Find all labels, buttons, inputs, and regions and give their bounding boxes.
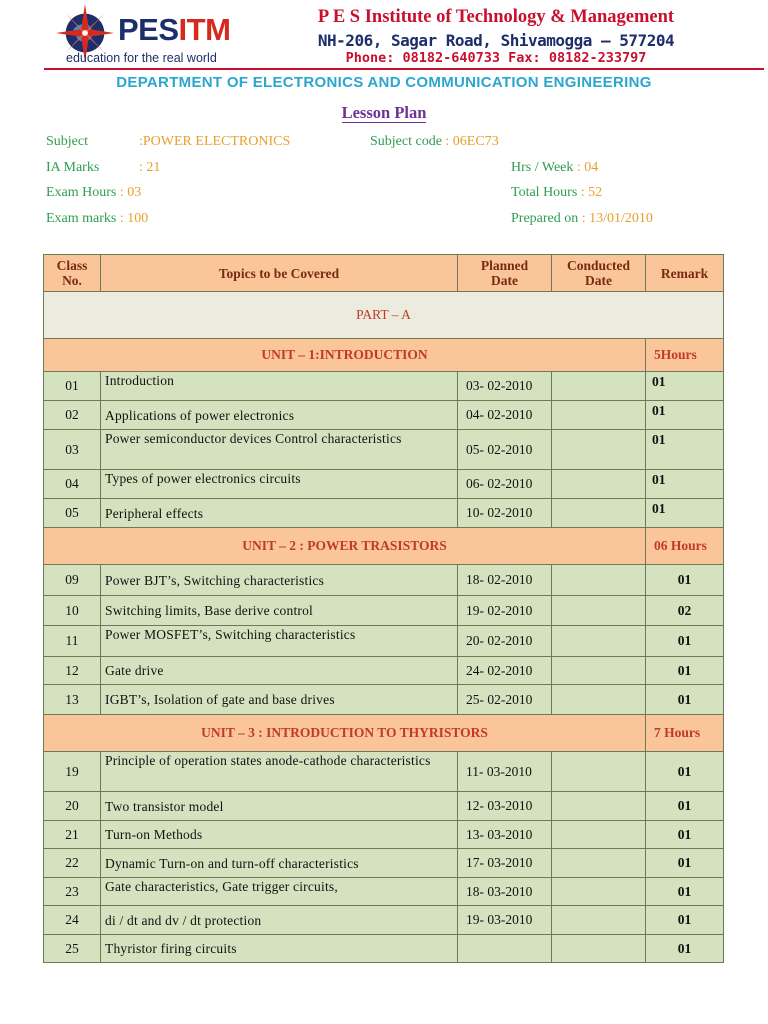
meta-prepared-on (511, 211, 653, 227)
header-planned-line1: Planned (480, 258, 529, 273)
topic-cell: Gate drive (101, 657, 458, 685)
topic-cell: Peripheral effects (101, 499, 458, 528)
conducted-date-cell (552, 752, 646, 792)
planned-date-cell: 20- 02-2010 (458, 626, 552, 657)
meta-ia (46, 160, 99, 176)
table-header-row (44, 255, 724, 292)
table-row (44, 657, 724, 685)
conducted-date-cell (552, 626, 646, 657)
topic-cell: IGBT’s, Isolation of gate and base drives (101, 685, 458, 715)
remark-cell: 02 (646, 596, 724, 626)
planned-date-cell: 05- 02-2010 (458, 430, 552, 470)
conducted-date-cell (552, 821, 646, 849)
unit-hours: 06 Hours (646, 528, 724, 565)
institute-name: P E S Institute of Technology & Management (317, 7, 675, 27)
planned-date-cell: 04- 02-2010 (458, 401, 552, 430)
conducted-date-cell (552, 878, 646, 906)
planned-date-cell: 10- 02-2010 (458, 499, 552, 528)
class-no-cell: 03 (44, 430, 101, 470)
conducted-date-cell (552, 470, 646, 499)
class-no-cell: 09 (44, 565, 101, 596)
class-no-cell: 24 (44, 906, 101, 935)
logo-wordmark (118, 14, 230, 46)
remark-cell: 01 (646, 657, 724, 685)
part-title: PART – A (44, 292, 724, 339)
logo-tagline: education for the real world (66, 51, 217, 65)
header-planned-line2: Date (491, 273, 518, 288)
meta-code (370, 134, 499, 150)
institute-logo (52, 4, 252, 66)
class-no-cell: 02 (44, 401, 101, 430)
topic-cell: Power semiconductor devices Control characteristics (101, 430, 458, 470)
conducted-date-cell (552, 906, 646, 935)
conducted-date-cell (552, 401, 646, 430)
class-no-cell: 04 (44, 470, 101, 499)
remark-cell: 01 (646, 792, 724, 821)
topic-cell: Types of power electronics circuits (101, 470, 458, 499)
meta-subject-value: :POWER ELECTRONICS (139, 134, 291, 149)
remark-cell: 01 (646, 935, 724, 963)
table-row (44, 685, 724, 715)
header-conducted-line1: Conducted (566, 258, 630, 273)
topic-cell: Applications of power electronics (101, 401, 458, 430)
class-no-cell: 25 (44, 935, 101, 963)
table-row (44, 626, 724, 657)
unit-title: UNIT – 1:INTRODUCTION (44, 339, 646, 372)
planned-date-cell: 18- 03-2010 (458, 878, 552, 906)
table-row (44, 752, 724, 792)
remark-cell: 01 (646, 906, 724, 935)
planned-date-cell: 25- 02-2010 (458, 685, 552, 715)
remark-cell: 01 (646, 372, 724, 401)
remark-cell: 01 (646, 470, 724, 499)
unit-row (44, 528, 724, 565)
topic-cell: Two transistor model (101, 792, 458, 821)
meta-hrs-week (511, 160, 598, 176)
planned-date-cell: 06- 02-2010 (458, 470, 552, 499)
header-conducted-date (552, 255, 646, 292)
unit-row (44, 339, 724, 372)
topic-cell: Gate characteristics, Gate trigger circuits, (101, 878, 458, 906)
logo-text-itm: ITM (178, 12, 231, 47)
meta-ia-label: IA Marks (46, 160, 100, 175)
topic-cell: Turn-on Methods (101, 821, 458, 849)
unit-hours: 5Hours (646, 339, 724, 372)
unit-title: UNIT – 2 : POWER TRASISTORS (44, 528, 646, 565)
planned-date-cell: 12- 03-2010 (458, 792, 552, 821)
meta-exam-marks-value: : 100 (119, 211, 149, 226)
logo-text-pes: PES (118, 12, 179, 47)
remark-cell: 01 (646, 430, 724, 470)
institute-address: NH-206, Sagar Road, Shivamogga – 577204 (317, 31, 675, 50)
table-row (44, 935, 724, 963)
header-class-no-line1: Class (56, 258, 88, 273)
table-row (44, 792, 724, 821)
remark-cell: 01 (646, 878, 724, 906)
planned-date-cell (458, 935, 552, 963)
meta-ia-value: : 21 (139, 160, 161, 175)
meta-total-hours (511, 185, 602, 201)
remark-cell: 01 (646, 565, 724, 596)
header-topics: Topics to be Covered (101, 255, 458, 292)
conducted-date-cell (552, 792, 646, 821)
class-no-cell: 21 (44, 821, 101, 849)
table-row (44, 821, 724, 849)
table-row (44, 565, 724, 596)
table-row (44, 878, 724, 906)
class-no-cell: 10 (44, 596, 101, 626)
remark-cell: 01 (646, 499, 724, 528)
meta-code-value: : 06EC73 (445, 134, 499, 149)
planned-date-cell: 19- 02-2010 (458, 596, 552, 626)
unit-row (44, 715, 724, 752)
meta-total-hours-value: : 52 (580, 185, 603, 200)
meta-exam-marks-label: Exam marks (46, 211, 117, 226)
planned-date-cell: 17- 03-2010 (458, 849, 552, 878)
meta-hrs-value: : 04 (576, 160, 599, 175)
remark-cell: 01 (646, 626, 724, 657)
remark-cell: 01 (646, 685, 724, 715)
meta-subject-value-wrap (139, 134, 290, 150)
planned-date-cell: 19- 03-2010 (458, 906, 552, 935)
table-row (44, 470, 724, 499)
table-row (44, 596, 724, 626)
meta-exam-marks (46, 211, 148, 227)
topic-cell: Power BJT’s, Switching characteristics (101, 565, 458, 596)
conducted-date-cell (552, 430, 646, 470)
header-conducted-line2: Date (585, 273, 612, 288)
topic-cell: Introduction (101, 372, 458, 401)
class-no-cell: 11 (44, 626, 101, 657)
meta-hrs-label: Hrs / Week (511, 160, 574, 175)
meta-subject (46, 134, 88, 150)
topic-cell: Principle of operation states anode-cathode characteristics (101, 752, 458, 792)
meta-ia-value-wrap (139, 160, 160, 176)
document-title-text: Lesson Plan (341, 103, 427, 122)
header-divider (44, 68, 764, 70)
class-no-cell: 23 (44, 878, 101, 906)
header-planned-date (458, 255, 552, 292)
topic-cell: di / dt and dv / dt protection (101, 906, 458, 935)
header-class-no (44, 255, 101, 292)
unit-hours: 7 Hours (646, 715, 724, 752)
class-no-cell: 13 (44, 685, 101, 715)
part-row (44, 292, 724, 339)
table-row (44, 430, 724, 470)
meta-subject-label: Subject (46, 134, 88, 149)
remark-cell: 01 (646, 849, 724, 878)
meta-prepared-value: : 13/01/2010 (581, 211, 653, 226)
meta-exam-hours-value: : 03 (119, 185, 142, 200)
class-no-cell: 01 (44, 372, 101, 401)
topic-cell: Dynamic Turn-on and turn-off characteristics (101, 849, 458, 878)
planned-date-cell: 11- 03-2010 (458, 752, 552, 792)
meta-total-hours-label: Total Hours (511, 185, 578, 200)
table-row (44, 849, 724, 878)
conducted-date-cell (552, 849, 646, 878)
table-row (44, 906, 724, 935)
conducted-date-cell (552, 499, 646, 528)
topic-cell: Switching limits, Base derive control (101, 596, 458, 626)
class-no-cell: 19 (44, 752, 101, 792)
conducted-date-cell (552, 685, 646, 715)
header-remark: Remark (646, 255, 724, 292)
planned-date-cell: 13- 03-2010 (458, 821, 552, 849)
lesson-plan-table (43, 254, 724, 963)
meta-exam-hours (46, 185, 141, 201)
header-class-no-line2: No. (62, 273, 82, 288)
meta-exam-hours-label: Exam Hours (46, 185, 117, 200)
department-title: DEPARTMENT OF ELECTRONICS AND COMMUNICATION ENGINEERING (116, 74, 652, 91)
topic-cell: Power MOSFET’s, Switching characteristics (101, 626, 458, 657)
class-no-cell: 20 (44, 792, 101, 821)
document-title (0, 103, 768, 123)
class-no-cell: 22 (44, 849, 101, 878)
meta-code-label: Subject code (370, 134, 442, 149)
conducted-date-cell (552, 657, 646, 685)
table-row (44, 499, 724, 528)
class-no-cell: 05 (44, 499, 101, 528)
unit-title: UNIT – 3 : INTRODUCTION TO THYRISTORS (44, 715, 646, 752)
planned-date-cell: 03- 02-2010 (458, 372, 552, 401)
conducted-date-cell (552, 596, 646, 626)
remark-cell: 01 (646, 821, 724, 849)
planned-date-cell: 24- 02-2010 (458, 657, 552, 685)
conducted-date-cell (552, 372, 646, 401)
conducted-date-cell (552, 935, 646, 963)
table-row (44, 401, 724, 430)
remark-cell: 01 (646, 401, 724, 430)
topic-cell: Thyristor firing circuits (101, 935, 458, 963)
institute-contact: Phone: 08182-640733 Fax: 08182-233797 (345, 50, 647, 66)
planned-date-cell: 18- 02-2010 (458, 565, 552, 596)
meta-prepared-label: Prepared on (511, 211, 579, 226)
remark-cell: 01 (646, 752, 724, 792)
class-no-cell: 12 (44, 657, 101, 685)
conducted-date-cell (552, 565, 646, 596)
table-row (44, 372, 724, 401)
